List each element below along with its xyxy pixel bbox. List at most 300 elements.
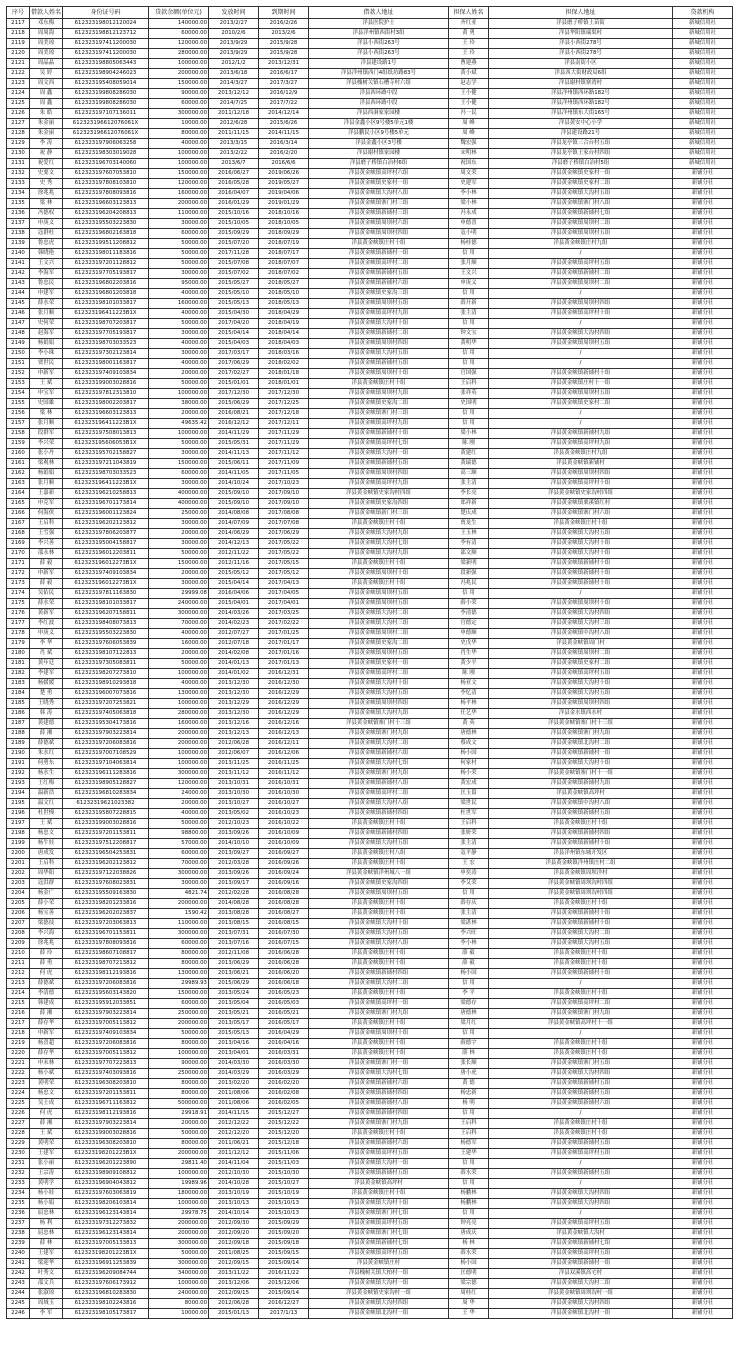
cell-borrower: 韩建成 — [30, 999, 63, 1009]
cell-institution: 新城信用社 — [673, 69, 733, 79]
cell-id-number: 612323198201223B1X — [63, 1149, 149, 1159]
cell-issue-date: 2014/10/14 — [209, 1209, 259, 1219]
cell-borrower: 杨忠文 — [30, 1089, 63, 1099]
cell-guarantor-address: 洋县黄金峡镇新铺村七组 — [489, 1239, 673, 1249]
cell-guarantor-address: 洋县洋州镇东大街165号 — [489, 109, 673, 119]
cell-issue-date: 2015/07/02 — [209, 269, 259, 279]
cell-due-date: 2016/12/27 — [259, 1299, 309, 1309]
cell-index: 2244 — [7, 1289, 30, 1299]
cell-guarantor-address: 洋县黄金峡镇大沟村五组 — [489, 939, 673, 949]
cell-id-number: 612323197104063814 — [63, 759, 149, 769]
cell-due-date: 2016/10/22 — [259, 819, 309, 829]
cell-balance: 50000.00 — [149, 259, 209, 269]
cell-index: 2231 — [7, 1159, 30, 1169]
cell-issue-date: 2013/05/04 — [209, 999, 259, 1009]
cell-issue-date: 2013/10/31 — [209, 779, 259, 789]
cell-borrower-address: 洋县黄金峡镇大沟村一组 — [309, 449, 449, 459]
table-row — [7, 769, 733, 779]
col-header-id-number: 身份证号码 — [63, 7, 149, 19]
cell-borrower: 周周海 — [30, 29, 63, 39]
cell-due-date: 2017/09/10 — [259, 489, 309, 499]
cell-guarantor-address: 洋县黄金峡镇大沟村十组 — [489, 549, 673, 559]
cell-issue-date: 2012/11/22 — [209, 549, 259, 559]
cell-balance: 30000.00 — [149, 349, 209, 359]
cell-borrower-address: 洋县黄金峡镇大沟村九组 — [309, 529, 449, 539]
cell-due-date: 2017/09/10 — [259, 499, 309, 509]
cell-balance: 50000.00 — [149, 1249, 209, 1259]
cell-borrower: 梁 林 — [30, 199, 63, 209]
cell-guarantor-address: / — [489, 1159, 673, 1169]
cell-institution: 新铺分社 — [673, 719, 733, 729]
table-row — [7, 129, 733, 139]
cell-guarantor: 邵文顺 — [449, 549, 489, 559]
cell-balance: 110000.00 — [149, 209, 209, 219]
cell-institution: 新铺分社 — [673, 569, 733, 579]
cell-guarantor: 杨鹏林 — [449, 1199, 489, 1209]
cell-institution: 新铺分社 — [673, 1139, 733, 1149]
cell-issue-date: 2015/01/13 — [209, 1309, 259, 1319]
cell-borrower: 周晶晶 — [30, 59, 63, 69]
cell-institution: 新铺分社 — [673, 1179, 733, 1189]
table-row — [7, 499, 733, 509]
cell-index: 2131 — [7, 159, 30, 169]
cell-id-number: 612323199808286030 — [63, 89, 149, 99]
cell-id-number: 612323195912033851 — [63, 999, 149, 1009]
cell-index: 2213 — [7, 979, 30, 989]
table-row — [7, 149, 733, 159]
cell-guarantor-address: 洋县黄金峡镇北沟村二组 — [489, 739, 673, 749]
cell-borrower-address: 洋县黄金峡镇高坪村二组 — [309, 789, 449, 799]
cell-balance: 100000.00 — [149, 59, 209, 69]
cell-issue-date: 2011/12/12 — [209, 1149, 259, 1159]
cell-borrower-address: 洋县医院护士 — [309, 19, 449, 29]
cell-guarantor-address: 洋县黄金峡镇大沟村四组 — [489, 1299, 673, 1309]
cell-borrower: 李海军 — [30, 269, 63, 279]
cell-due-date: 2017/11/29 — [259, 429, 309, 439]
table-row — [7, 269, 733, 279]
cell-guarantor-address: 洋县黄金峡镇史家村二组 — [489, 659, 673, 669]
table-row — [7, 909, 733, 919]
cell-guarantor-address: / — [489, 409, 673, 419]
cell-borrower: 王 斌 — [30, 819, 63, 829]
cell-index: 2134 — [7, 189, 30, 199]
col-header-issue-date: 发放时间 — [209, 7, 259, 19]
cell-issue-date: 2017/12/30 — [209, 389, 259, 399]
cell-borrower: 薛 毅 — [30, 579, 63, 589]
cell-guarantor-address: 洋县黄金峡镇大沟村四组 — [489, 1069, 673, 1079]
cell-id-number: 612323197906063258 — [63, 139, 149, 149]
table-row — [7, 449, 733, 459]
table-row — [7, 409, 733, 419]
cell-due-date: 2017/05/12 — [259, 569, 309, 579]
cell-balance: 60000.00 — [149, 939, 209, 949]
cell-id-number: 612323199808286030 — [63, 99, 149, 109]
cell-borrower-address: 洋县金鑫小区9号楼5单元1楼 — [309, 119, 449, 129]
cell-issue-date: 2013/04/16 — [209, 1039, 259, 1049]
table-row — [7, 19, 733, 29]
cell-issue-date: 2013/9/29 — [209, 49, 259, 59]
cell-index: 2179 — [7, 639, 30, 649]
cell-borrower: 徐兆兆 — [30, 939, 63, 949]
cell-index: 2229 — [7, 1139, 30, 1149]
cell-balance: 100000.00 — [149, 749, 209, 759]
cell-due-date: 2016/09/27 — [259, 849, 309, 859]
cell-issue-date: 2012/07/27 — [209, 629, 259, 639]
cell-institution: 新城信用社 — [673, 79, 733, 89]
cell-institution: 新铺分社 — [673, 689, 733, 699]
cell-balance: 30000.00 — [149, 479, 209, 489]
table-row — [7, 989, 733, 999]
cell-borrower-address: 洋县黄金峡镇高坪村一组 — [309, 999, 449, 1009]
cell-guarantor: 史国明 — [449, 399, 489, 409]
table-row — [7, 999, 733, 1009]
table-row — [7, 1239, 733, 1249]
cell-guarantor-address: 洋县黄金峡镇高坪村 — [489, 789, 673, 799]
cell-id-number: 612323196701153811 — [63, 929, 149, 939]
cell-issue-date: 2013/12/16 — [209, 719, 259, 729]
cell-institution: 新铺分社 — [673, 249, 733, 259]
cell-issue-date: 2013/10/13 — [209, 1199, 259, 1209]
cell-issue-date: 2014/06/29 — [209, 529, 259, 539]
table-row — [7, 1079, 733, 1089]
cell-borrower-address: 洋县黄金峡镇周坝村二组 — [309, 629, 449, 639]
cell-borrower-address: 洋县黄金峡镇新铺村八组 — [309, 779, 449, 789]
cell-guarantor-address: 洋县黄金峡镇中沟村八组 — [489, 799, 673, 809]
cell-borrower: 王启科 — [30, 859, 63, 869]
cell-institution: 新铺分社 — [673, 589, 733, 599]
cell-guarantor: 史戊华 — [449, 639, 489, 649]
cell-institution: 新铺分社 — [673, 1219, 733, 1229]
table-row — [7, 1069, 733, 1079]
cell-borrower-address: 洋县黄金峡镇大沟村十组 — [309, 919, 449, 929]
cell-balance: 160000.00 — [149, 299, 209, 309]
cell-due-date: 2015/9/28 — [259, 49, 309, 59]
cell-guarantor: 信 用 — [449, 249, 489, 259]
cell-issue-date: 2015/07/20 — [209, 239, 259, 249]
table-row — [7, 919, 733, 929]
cell-guarantor-address: 洋县黄金峡镇新铺村十组 — [489, 909, 673, 919]
cell-issue-date: 2015/01/01 — [209, 379, 259, 389]
cell-balance: 60000.00 — [149, 849, 209, 859]
cell-index: 2246 — [7, 1309, 30, 1319]
cell-institution: 新铺分社 — [673, 1269, 733, 1279]
cell-index: 2160 — [7, 449, 30, 459]
cell-issue-date: 2014/01/02 — [209, 669, 259, 679]
cell-borrower-address: 洋县黄金峡镇新铺村二组 — [309, 329, 449, 339]
cell-institution: 新城信用社 — [673, 159, 733, 169]
cell-index: 2172 — [7, 569, 30, 579]
cell-balance: 130000.00 — [149, 969, 209, 979]
cell-index: 2155 — [7, 399, 30, 409]
cell-guarantor-address: 洋县黄金峡镇新铺村十组 — [489, 569, 673, 579]
cell-guarantor: 王 宏 — [449, 859, 489, 869]
cell-index: 2224 — [7, 1089, 30, 1099]
cell-due-date: 2016/05/23 — [259, 989, 309, 999]
cell-issue-date: 2011/12/18 — [209, 109, 259, 119]
cell-id-number: 612323198206103814 — [63, 1199, 149, 1209]
cell-borrower-address: 洋县黄金峡镇庄村十组 — [309, 819, 449, 829]
cell-index: 2207 — [7, 919, 30, 929]
cell-guarantor-address: 洋县黄金峡镇新铺村九组 — [489, 429, 673, 439]
cell-balance: 300000.00 — [149, 769, 209, 779]
cell-balance: 240000.00 — [149, 1289, 209, 1299]
cell-due-date: 2015/09/14 — [259, 1259, 309, 1269]
cell-index: 2184 — [7, 689, 30, 699]
cell-guarantor-address: 洋县洋州镇西环路182号 — [489, 99, 673, 109]
cell-borrower-address: 洋县黄金峡镇庄村十组 — [309, 1019, 449, 1029]
cell-borrower-address: 洋县黄金峡镇高坪村六组 — [309, 169, 449, 179]
cell-borrower: 韩晓艳 — [30, 249, 63, 259]
cell-guarantor-address: 洋县黄金峡镇新铺村一组 — [489, 1259, 673, 1269]
cell-guarantor: 信 用 — [449, 319, 489, 329]
table-row — [7, 549, 733, 559]
table-row — [7, 539, 733, 549]
cell-borrower: 王雪强 — [30, 529, 63, 539]
table-row — [7, 799, 733, 809]
table-header-row — [7, 7, 733, 19]
cell-balance: 200000.00 — [149, 69, 209, 79]
cell-id-number: 612323197606173912 — [63, 1279, 149, 1289]
cell-borrower: 邓东梅 — [30, 19, 63, 29]
cell-institution: 新铺分社 — [673, 739, 733, 749]
cell-guarantor: 杨鹏林 — [449, 1189, 489, 1199]
cell-due-date: 2017/05/22 — [259, 549, 309, 559]
cell-borrower-address: 洋县黄金峡镇新铺村五组 — [309, 269, 449, 279]
cell-balance: 140000.00 — [149, 19, 209, 29]
cell-index: 2233 — [7, 1179, 30, 1189]
cell-borrower-address: 洋县黄金峡镇大沟村八组 — [309, 189, 449, 199]
cell-borrower: 叶秀文 — [30, 1269, 63, 1279]
cell-id-number: 612323197603063819 — [63, 1189, 149, 1199]
table-row — [7, 629, 733, 639]
cell-id-number: 612323196202023837 — [63, 909, 149, 919]
cell-guarantor: 信 用 — [449, 419, 489, 429]
cell-id-number: 612323198101033817 — [63, 599, 149, 609]
cell-balance: 20000.00 — [149, 569, 209, 579]
cell-balance: 90000.00 — [149, 89, 209, 99]
cell-borrower: 吴佑民 — [30, 589, 63, 599]
cell-index: 2130 — [7, 149, 30, 159]
cell-due-date: 2016/09/24 — [259, 869, 309, 879]
cell-due-date: 2016/04/16 — [259, 1039, 309, 1049]
cell-borrower: 申建军 — [30, 289, 63, 299]
cell-index: 2138 — [7, 229, 30, 239]
cell-guarantor: 杨 林 — [449, 1239, 489, 1249]
cell-borrower-address: 洋县黄金峡镇高坪村 — [309, 1179, 449, 1189]
cell-institution: 新铺分社 — [673, 1099, 733, 1109]
cell-borrower-address: 洋县黄金峡镇新铺村五组 — [309, 359, 449, 369]
cell-index: 2118 — [7, 29, 30, 39]
cell-id-number: 612323196308203810 — [63, 1079, 149, 1089]
cell-id-number: 612323197705193817 — [63, 269, 149, 279]
cell-due-date: 2015/12/20 — [259, 1129, 309, 1139]
cell-due-date: 2017/02/22 — [259, 619, 309, 629]
cell-index: 2195 — [7, 799, 30, 809]
cell-balance: 57000.00 — [149, 839, 209, 849]
table-row — [7, 89, 733, 99]
cell-guarantor: 梁德存 — [449, 999, 489, 1009]
cell-borrower: 段群军 — [30, 429, 63, 439]
cell-due-date: 2015/12/22 — [259, 1119, 309, 1129]
cell-index: 2168 — [7, 529, 30, 539]
cell-id-number: 612323195702158827 — [63, 449, 149, 459]
table-row — [7, 1159, 733, 1169]
cell-borrower-address: 洋县黄金峡镇周坝村五组 — [309, 299, 449, 309]
cell-index: 2243 — [7, 1279, 30, 1289]
cell-issue-date: 2017/04/20 — [209, 319, 259, 329]
cell-index: 2221 — [7, 1059, 30, 1069]
cell-id-number: 612323197107136011 — [63, 109, 149, 119]
cell-borrower-address: 洋县黄金峡镇史家沟二组 — [309, 399, 449, 409]
cell-id-number: 612323197405063818 — [63, 709, 149, 719]
table-row — [7, 1169, 733, 1179]
cell-id-number: 612323197811163830 — [63, 589, 149, 599]
cell-issue-date: 2015/05/10 — [209, 289, 259, 299]
cell-borrower: 温文红 — [30, 799, 63, 809]
cell-guarantor-address: 洋县黄金峡镇庄村十组 — [489, 819, 673, 829]
cell-balance: 50000.00 — [149, 1029, 209, 1039]
cell-borrower: 杨 利 — [30, 1219, 63, 1229]
cell-id-number: 612323197808093816 — [63, 939, 149, 949]
table-row — [7, 349, 733, 359]
cell-issue-date: 2014/11/29 — [209, 429, 259, 439]
cell-borrower: 黄年廷 — [30, 659, 63, 669]
cell-balance: 200000.00 — [149, 1149, 209, 1159]
cell-borrower: 朱金丽 — [30, 119, 63, 129]
cell-guarantor: 段新强 — [449, 569, 489, 579]
cell-index: 2127 — [7, 119, 30, 129]
cell-id-number: 612323197606053839 — [63, 639, 149, 649]
cell-id-number: 612323196810283834 — [63, 789, 149, 799]
cell-due-date: 2016/06/20 — [259, 969, 309, 979]
cell-institution: 新城信用社 — [673, 89, 733, 99]
cell-due-date: 2018/09/29 — [259, 229, 309, 239]
cell-balance: 8000.00 — [149, 1299, 209, 1309]
cell-index: 2126 — [7, 109, 30, 119]
cell-institution: 新铺分社 — [673, 309, 733, 319]
cell-guarantor-address: / — [489, 419, 673, 429]
cell-borrower: 寇群杜 — [30, 229, 63, 239]
cell-due-date: 2019/06/26 — [259, 169, 309, 179]
table-row — [7, 739, 733, 749]
cell-issue-date: 2014/07/09 — [209, 519, 259, 529]
cell-guarantor: 何家村 — [449, 759, 489, 769]
cell-due-date: 2017/11/09 — [259, 459, 309, 469]
cell-guarantor-address: 洋县磨子桥镇白冶村5组 — [489, 159, 673, 169]
cell-borrower: 李 涛 — [30, 139, 63, 149]
cell-balance: 180000.00 — [149, 1189, 209, 1199]
cell-issue-date: 2014/10/24 — [209, 479, 259, 489]
cell-due-date: 2016/10/31 — [259, 779, 309, 789]
cell-institution: 新铺分社 — [673, 959, 733, 969]
cell-id-number: 612323197411200030 — [63, 49, 149, 59]
cell-balance: 10000.00 — [149, 119, 209, 129]
cell-borrower-address: 洋县黄金峡镇大沟村二组 — [309, 979, 449, 989]
table-row — [7, 809, 733, 819]
cell-guarantor: 王玉林 — [449, 529, 489, 539]
cell-id-number: 612323195606053B1X — [63, 439, 149, 449]
cell-borrower-address: 洋县黄金峡镇庄村十组 — [309, 899, 449, 909]
cell-guarantor-address: 洋县洋州镇东城开发区 — [489, 849, 673, 859]
table-row — [7, 479, 733, 489]
table-row — [7, 49, 733, 59]
table-row — [7, 59, 733, 69]
table-row — [7, 519, 733, 529]
cell-borrower: 梁观林 — [30, 459, 63, 469]
cell-due-date: 2013/12/31 — [259, 59, 309, 69]
cell-borrower-address: 洋县黄金峡镇新铺村六组 — [309, 1139, 449, 1149]
cell-due-date: 2017/3/27 — [259, 79, 309, 89]
cell-due-date: 2017/05/15 — [259, 559, 309, 569]
cell-guarantor: 寇小明 — [449, 229, 489, 239]
cell-institution: 新铺分社 — [673, 759, 733, 769]
cell-guarantor-address: 洋县黄金峡镇新铺村四组 — [489, 829, 673, 839]
cell-balance: 40000.00 — [149, 809, 209, 819]
cell-id-number: 612323196802163818 — [63, 229, 149, 239]
cell-borrower-address: 洋县黄金峡镇寨门村十三组 — [309, 719, 449, 729]
cell-guarantor-address: / — [489, 1179, 673, 1189]
cell-borrower-address: 洋县黄金峡镇大沟村五组 — [309, 689, 449, 699]
table-row — [7, 389, 733, 399]
cell-due-date: 2017/01/17 — [259, 639, 309, 649]
cell-issue-date: 2012/09/15 — [209, 1289, 259, 1299]
cell-index: 2218 — [7, 1029, 30, 1039]
cell-guarantor: 钟亮亮 — [449, 1219, 489, 1229]
cell-borrower-address: 洋县黄金峡镇新铺村四组 — [309, 1089, 449, 1099]
cell-issue-date: 2014/12/13 — [209, 539, 259, 549]
cell-institution: 新铺分社 — [673, 529, 733, 539]
cell-index: 2158 — [7, 429, 30, 439]
cell-id-number: 612323197211043819 — [63, 459, 149, 469]
cell-guarantor: 黄 英 — [449, 719, 489, 729]
cell-guarantor-address: 洋县黄金峡镇庄村十一组 — [489, 379, 673, 389]
cell-due-date: 2015/9/28 — [259, 39, 309, 49]
cell-issue-date: 2015/04/01 — [209, 599, 259, 609]
cell-balance: 50000.00 — [149, 1129, 209, 1139]
cell-id-number: 612323199003028816 — [63, 1129, 149, 1139]
cell-borrower: 朱水红 — [30, 749, 63, 759]
cell-institution: 新铺分社 — [673, 679, 733, 689]
cell-issue-date: 2015/05/13 — [209, 1029, 259, 1039]
cell-due-date: 2018/01/18 — [259, 369, 309, 379]
cell-index: 2125 — [7, 99, 30, 109]
cell-id-number: 612323198107122813 — [63, 649, 149, 659]
cell-borrower: 史要文 — [30, 169, 63, 179]
cell-index: 2181 — [7, 659, 30, 669]
cell-guarantor: 梁宗德 — [449, 1279, 489, 1289]
cell-guarantor: 薛 毅 — [449, 959, 489, 969]
cell-issue-date: 2014/02/08 — [209, 649, 259, 659]
cell-due-date: 2017/12/18 — [259, 409, 309, 419]
cell-guarantor-address: 洋县黄金峡镇寨门村五组 — [489, 1059, 673, 1069]
table-row — [7, 979, 733, 989]
cell-borrower-address: 洋县黄金峡镇大沟村九组 — [309, 549, 449, 559]
cell-institution: 新铺分社 — [673, 609, 733, 619]
col-header-institution: 贷款机构 — [673, 7, 733, 19]
cell-borrower-address: 洋县黄金峡镇新铺村四组 — [309, 809, 449, 819]
cell-id-number: 612323197903223814 — [63, 1119, 149, 1129]
cell-index: 2161 — [7, 459, 30, 469]
cell-issue-date: 2014/11/15 — [209, 1109, 259, 1119]
table-row — [7, 1099, 733, 1109]
cell-guarantor-address: 洋县黄金峡镇大沟村五组 — [489, 689, 673, 699]
table-body — [7, 19, 733, 1319]
cell-due-date: 2016/02/08 — [259, 1089, 309, 1099]
cell-borrower: 杨娟娟 — [30, 339, 63, 349]
cell-institution: 新铺分社 — [673, 949, 733, 959]
cell-borrower: 李建军 — [30, 669, 63, 679]
cell-institution: 新铺分社 — [673, 789, 733, 799]
